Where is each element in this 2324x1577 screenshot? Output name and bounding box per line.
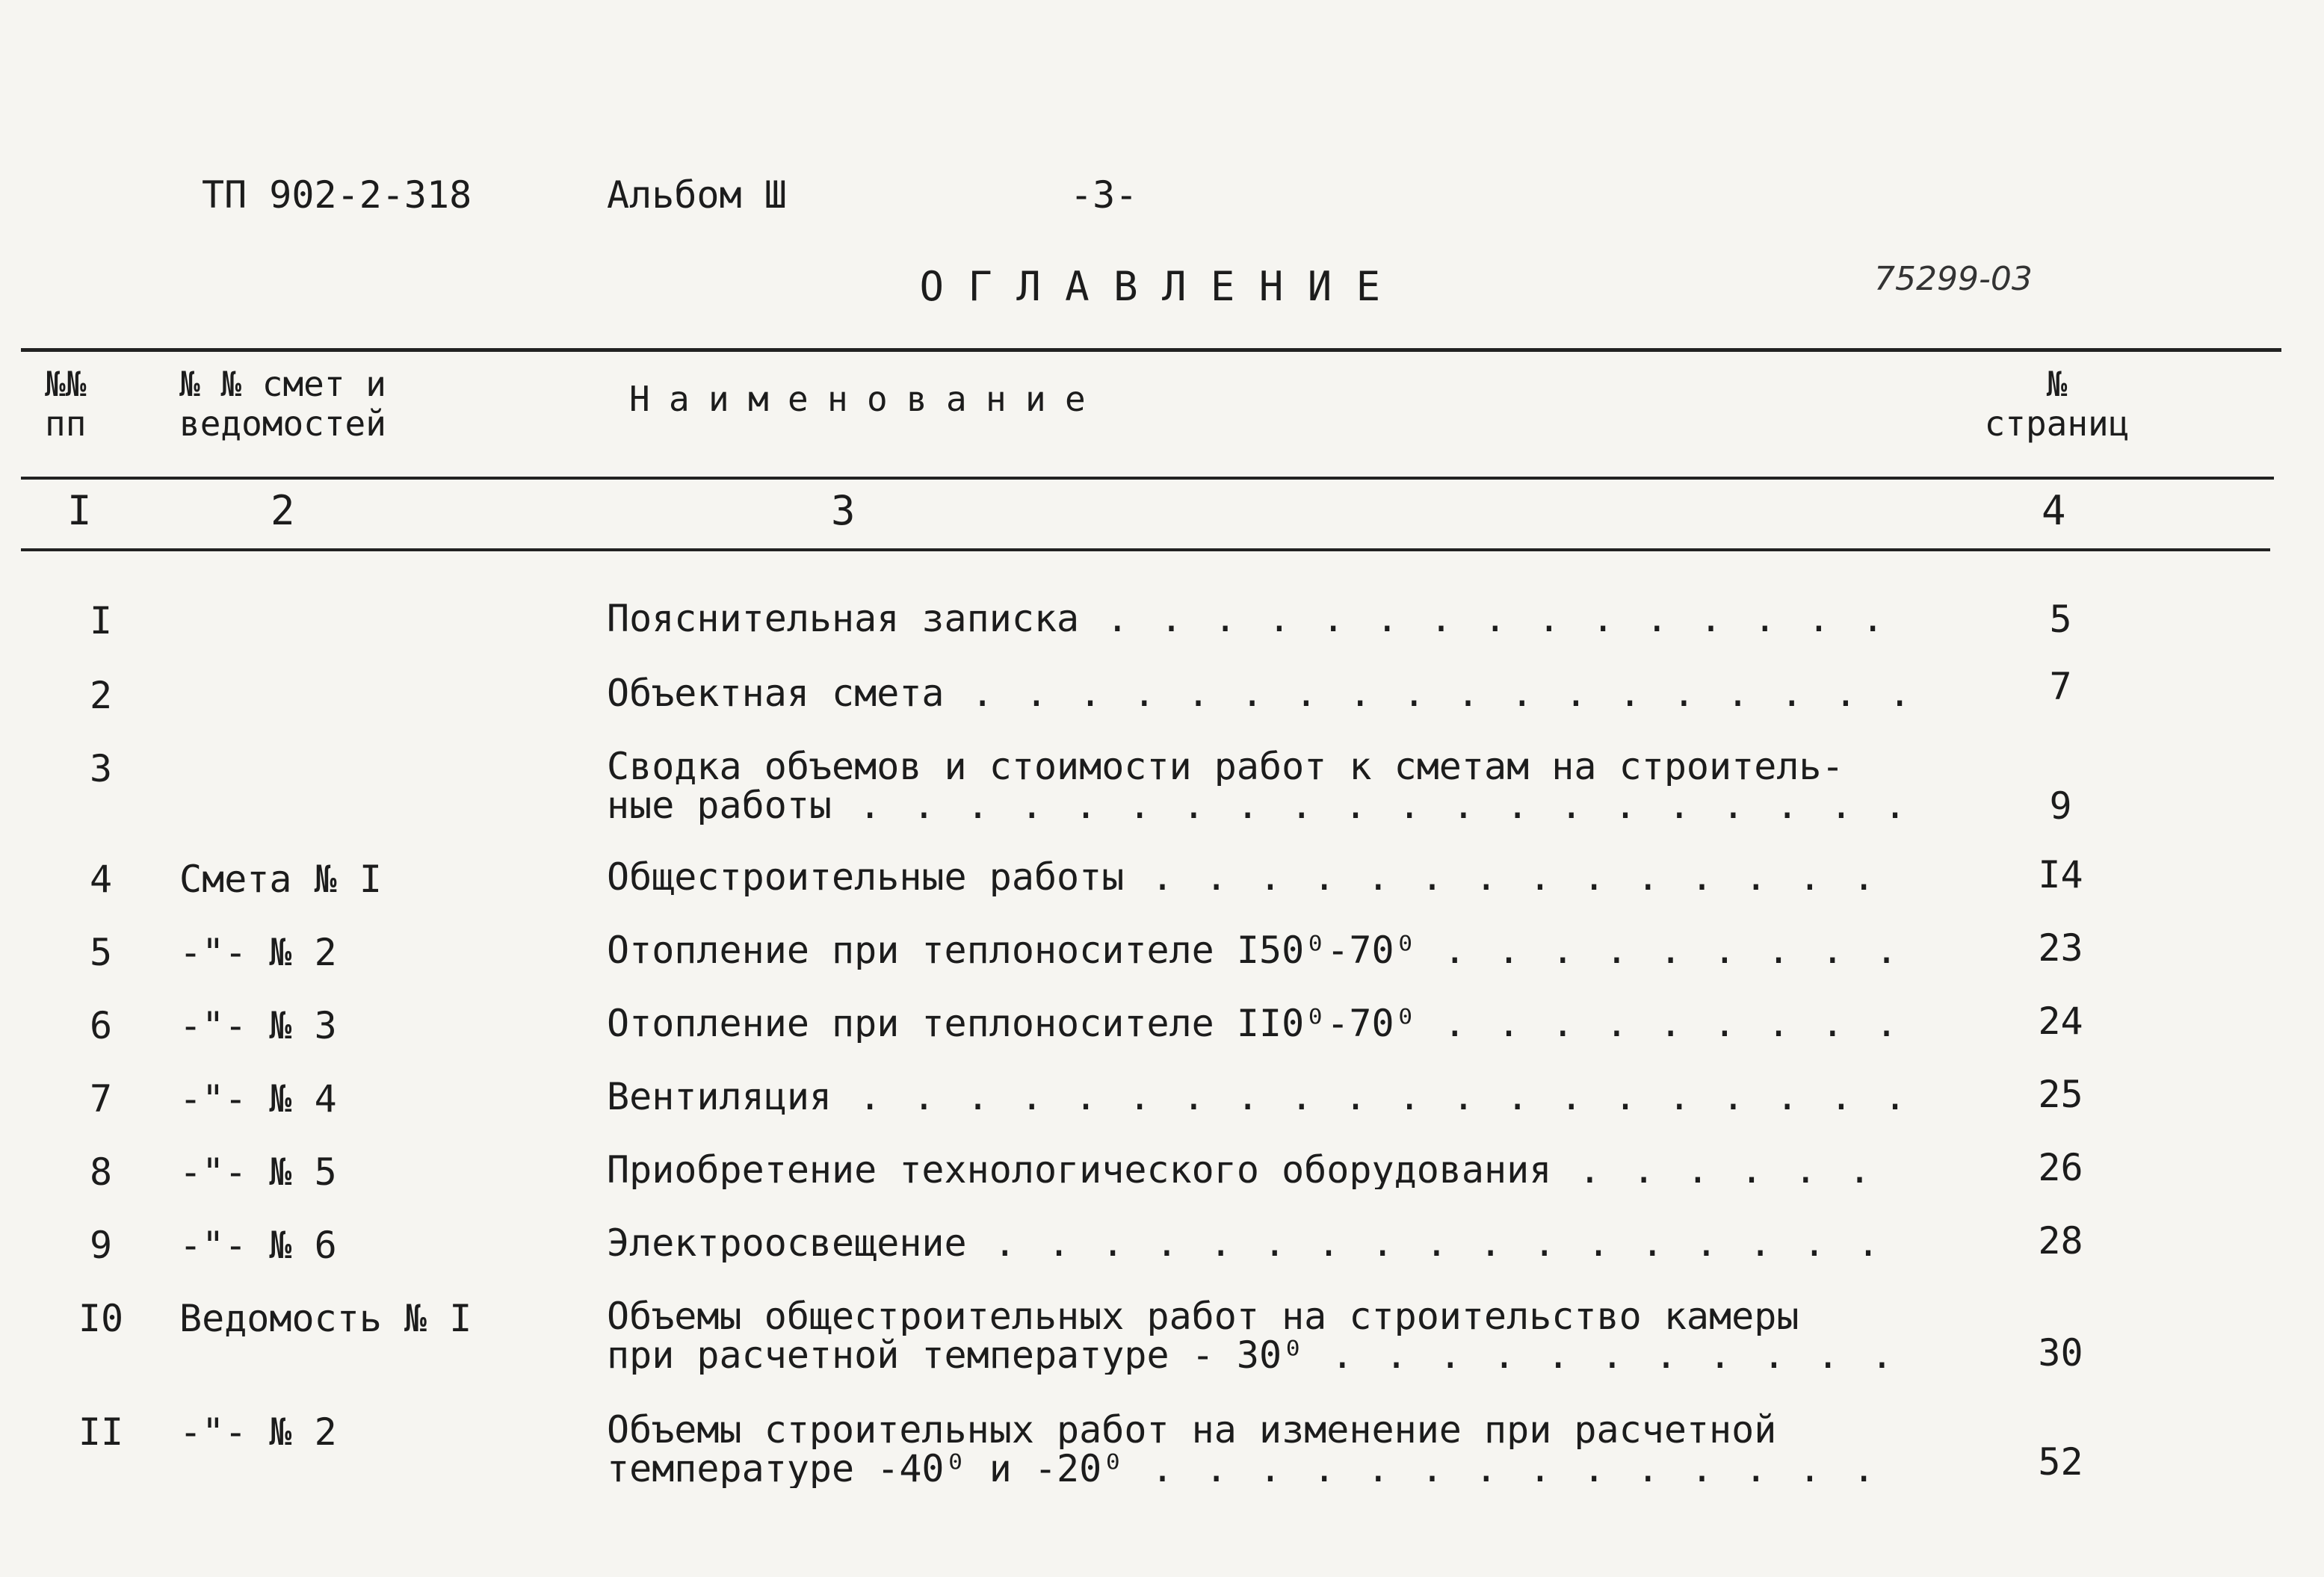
row-name [607, 1077, 1911, 1116]
column-number-rule [21, 548, 2270, 551]
row-number: 2 [89, 674, 113, 717]
row-name [607, 931, 1911, 970]
column-index-2: 2 [271, 487, 295, 534]
row-estimate-ref: -"- № 4 [179, 1077, 337, 1121]
row-page: I4 [2038, 853, 2083, 896]
row-name [607, 1150, 1911, 1189]
row-number: 7 [89, 1077, 113, 1121]
row-number: 9 [89, 1224, 113, 1267]
row-name-line: Общестроительные работы . . . [607, 858, 1911, 896]
row-page: 23 [2038, 926, 2083, 970]
row-estimate-ref: -"- № 2 [179, 931, 337, 974]
page-number: -3- [1070, 173, 1138, 217]
row-name-line: Приобретение технологического оборудования . . . [607, 1150, 1911, 1189]
row-estimate-ref: Смета № I [179, 858, 382, 901]
column-index-3: 3 [831, 487, 856, 534]
column-header-pages [1977, 365, 2137, 444]
row-name-line: Объемы строительных работ на изменение при расчетной [607, 1410, 1777, 1449]
row-name-line: Отопление при теплоносителе II0⁰-70⁰ . . . [607, 1004, 1911, 1043]
row-name [607, 1224, 1911, 1262]
row-page: 28 [2038, 1219, 2083, 1262]
row-name [607, 1297, 1911, 1375]
column-header-pages-line2: страниц [1984, 403, 2130, 444]
row-name-line: Электроосвещение . . . [607, 1224, 1911, 1262]
row-name [607, 674, 1911, 713]
row-name-line: Сводка объемов и стоимости работ к сметам на строитель- [607, 747, 1844, 786]
row-number: 8 [89, 1150, 113, 1194]
row-page: 9 [2049, 784, 2072, 828]
row-number: I [89, 599, 113, 642]
row-page: 26 [2038, 1146, 2083, 1189]
row-name [607, 599, 1911, 638]
album-label: Альбом Ш [607, 173, 787, 217]
row-estimate-ref: -"- № 5 [179, 1150, 337, 1194]
row-estimate-ref: Ведомость № I [179, 1297, 472, 1340]
column-header-number-line1: №№ [45, 364, 87, 404]
table-top-rule [21, 348, 2281, 352]
column-header-estimates-line1: № № смет и [179, 364, 386, 404]
row-number: II [78, 1410, 124, 1454]
row-name-line: Объектная смета . . . [607, 674, 1911, 713]
row-name-line: Объемы общестроительных работ на строительство камеры [607, 1297, 1799, 1336]
row-number: 5 [89, 931, 113, 974]
column-header-estimates-line2: ведомостей [179, 403, 386, 444]
row-estimate-ref: -"- № 2 [179, 1410, 337, 1454]
row-page: 52 [2038, 1440, 2083, 1484]
row-name-line: Отопление при теплоносителе I50⁰-70⁰ . . . [607, 931, 1911, 970]
row-number: 3 [89, 747, 113, 790]
row-page: 5 [2049, 598, 2072, 641]
row-name [607, 1410, 1911, 1488]
handwritten-code: 75299-03 [1874, 260, 2033, 298]
column-header-number [45, 365, 86, 444]
row-name-line: Пояснительная записка . . . [607, 599, 1911, 638]
column-header-number-line2: пп [45, 403, 87, 444]
column-index-4: 4 [2042, 487, 2066, 534]
column-header-pages-line1: № [2046, 364, 2068, 404]
row-page: 24 [2038, 1000, 2083, 1043]
row-number: 6 [89, 1004, 113, 1047]
header-bottom-rule [21, 477, 2274, 480]
row-name [607, 1004, 1911, 1043]
row-estimate-ref: -"- № 3 [179, 1004, 337, 1047]
row-estimate-ref: -"- № 6 [179, 1224, 337, 1267]
row-name-line: температуре -40⁰ и -20⁰ . . . [607, 1449, 1911, 1488]
row-name-line: ные работы . . . [607, 786, 1911, 825]
column-header-name: Наименование [629, 379, 1104, 419]
row-name-line: Вентиляция . . . [607, 1077, 1911, 1116]
row-number: 4 [89, 858, 113, 901]
row-page: 30 [2038, 1331, 2083, 1375]
page-title: ОГЛАВЛЕНИЕ [919, 263, 1405, 310]
document-code: ТП 902-2-318 [202, 173, 472, 217]
row-page: 7 [2049, 665, 2072, 708]
column-header-estimates [179, 365, 386, 444]
row-name [607, 858, 1911, 896]
row-page: 25 [2038, 1073, 2083, 1116]
column-index-1: I [67, 487, 92, 534]
row-name-line: при расчетной температуре - 30⁰ . . . [607, 1336, 1911, 1375]
row-name [607, 747, 1911, 825]
row-number: I0 [78, 1297, 124, 1340]
